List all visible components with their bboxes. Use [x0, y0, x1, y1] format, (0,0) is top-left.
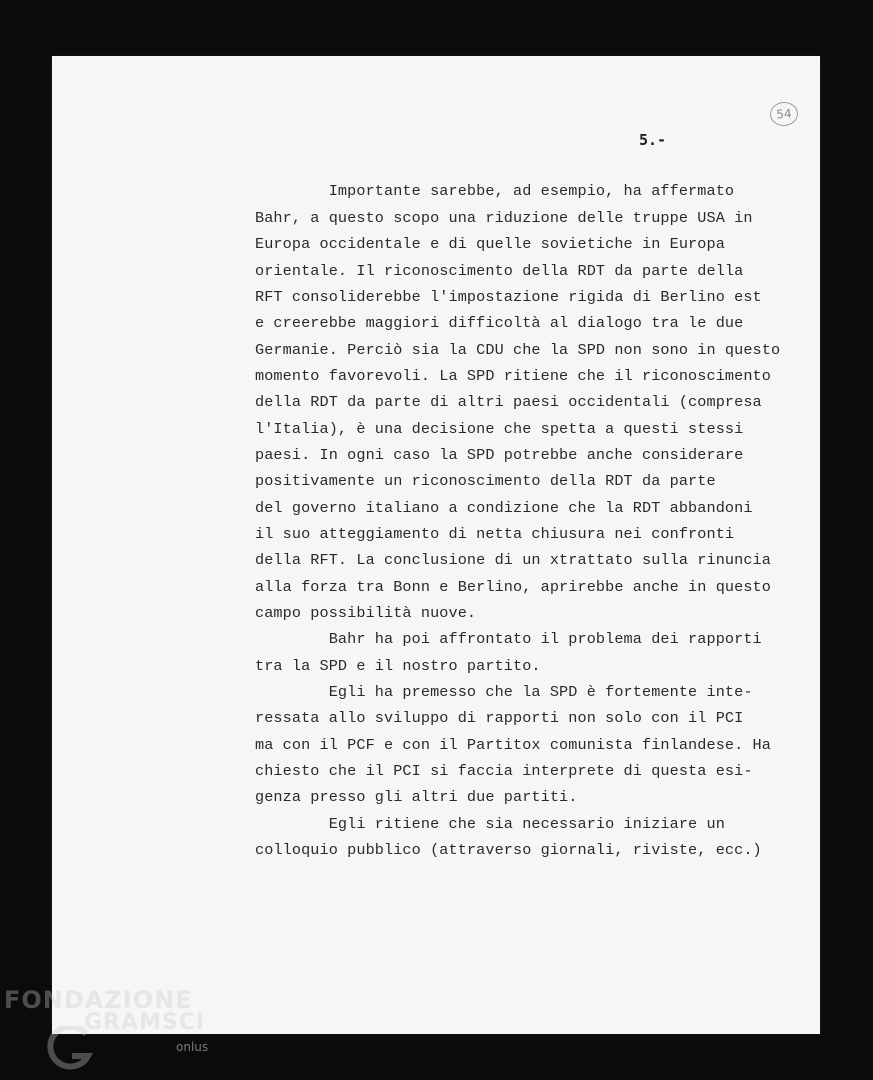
archive-stamp-number: 54 [769, 101, 799, 127]
watermark-title: FONDAZIONE [4, 986, 193, 1014]
text-line: campo possibilità nuove. [255, 604, 477, 622]
text-line: colloquio pubblico (attraverso giornali, riviste, ecc.) [255, 841, 762, 859]
watermark-subtitle: GRAMSCI [84, 1010, 206, 1035]
text-line: del governo italiano a condizione che la RDT abbandoni [255, 499, 753, 517]
text-line: Bahr ha poi affrontato il problema dei rapporti [255, 630, 762, 648]
text-line: genza presso gli altri due partiti. [255, 788, 578, 806]
text-line: il suo atteggiamento di netta chiusura nei confronti [255, 525, 735, 543]
fondazione-gramsci-watermark [4, 986, 224, 1076]
text-line: Bahr, a questo scopo una riduzione delle truppe USA in [255, 209, 753, 227]
text-line: Egli ritiene che sia necessario iniziare un [255, 815, 725, 833]
text-line: paesi. In ogni caso la SPD potrebbe anche considerare [255, 446, 744, 464]
text-line: Germanie. Perciò sia la CDU che la SPD non sono in questo [255, 341, 781, 359]
text-line: ressata allo sviluppo di rapporti non solo con il PCI [255, 709, 744, 727]
watermark-onlus: onlus [176, 1040, 209, 1054]
text-line: l'Italia), è una decisione che spetta a questi stessi [255, 420, 744, 438]
text-line: orientale. Il riconoscimento della RDT da parte della [255, 262, 744, 280]
text-line: momento favorevoli. La SPD ritiene che il riconoscimento [255, 367, 771, 385]
document-page [52, 56, 820, 1034]
text-line: e creerebbe maggiori difficoltà al dialogo tra le due [255, 314, 744, 332]
text-line: positivamente un riconoscimento della RDT da parte [255, 472, 716, 490]
text-line: alla forza tra Bonn e Berlino, aprirebbe anche in questo [255, 578, 771, 596]
text-line: tra la SPD e il nostro partito. [255, 657, 541, 675]
text-line: Importante sarebbe, ad esempio, ha affermato [255, 182, 735, 200]
text-line: RFT consoliderebbe l'impostazione rigida di Berlino est [255, 288, 762, 306]
text-line: ma con il PCF e con il Partitox comunista finlandese. Ha [255, 736, 771, 754]
page-number: 5.- [639, 131, 667, 149]
text-line: della RDT da parte di altri paesi occidentali (compresa [255, 393, 762, 411]
text-line: della RFT. La conclusione di un xtrattato sulla rinuncia [255, 551, 771, 569]
text-line: Europa occidentale e di quelle sovietiche in Europa [255, 235, 725, 253]
text-line: Egli ha premesso che la SPD è fortemente inte- [255, 683, 753, 701]
text-line: chiesto che il PCI si faccia interprete di questa esi- [255, 762, 753, 780]
